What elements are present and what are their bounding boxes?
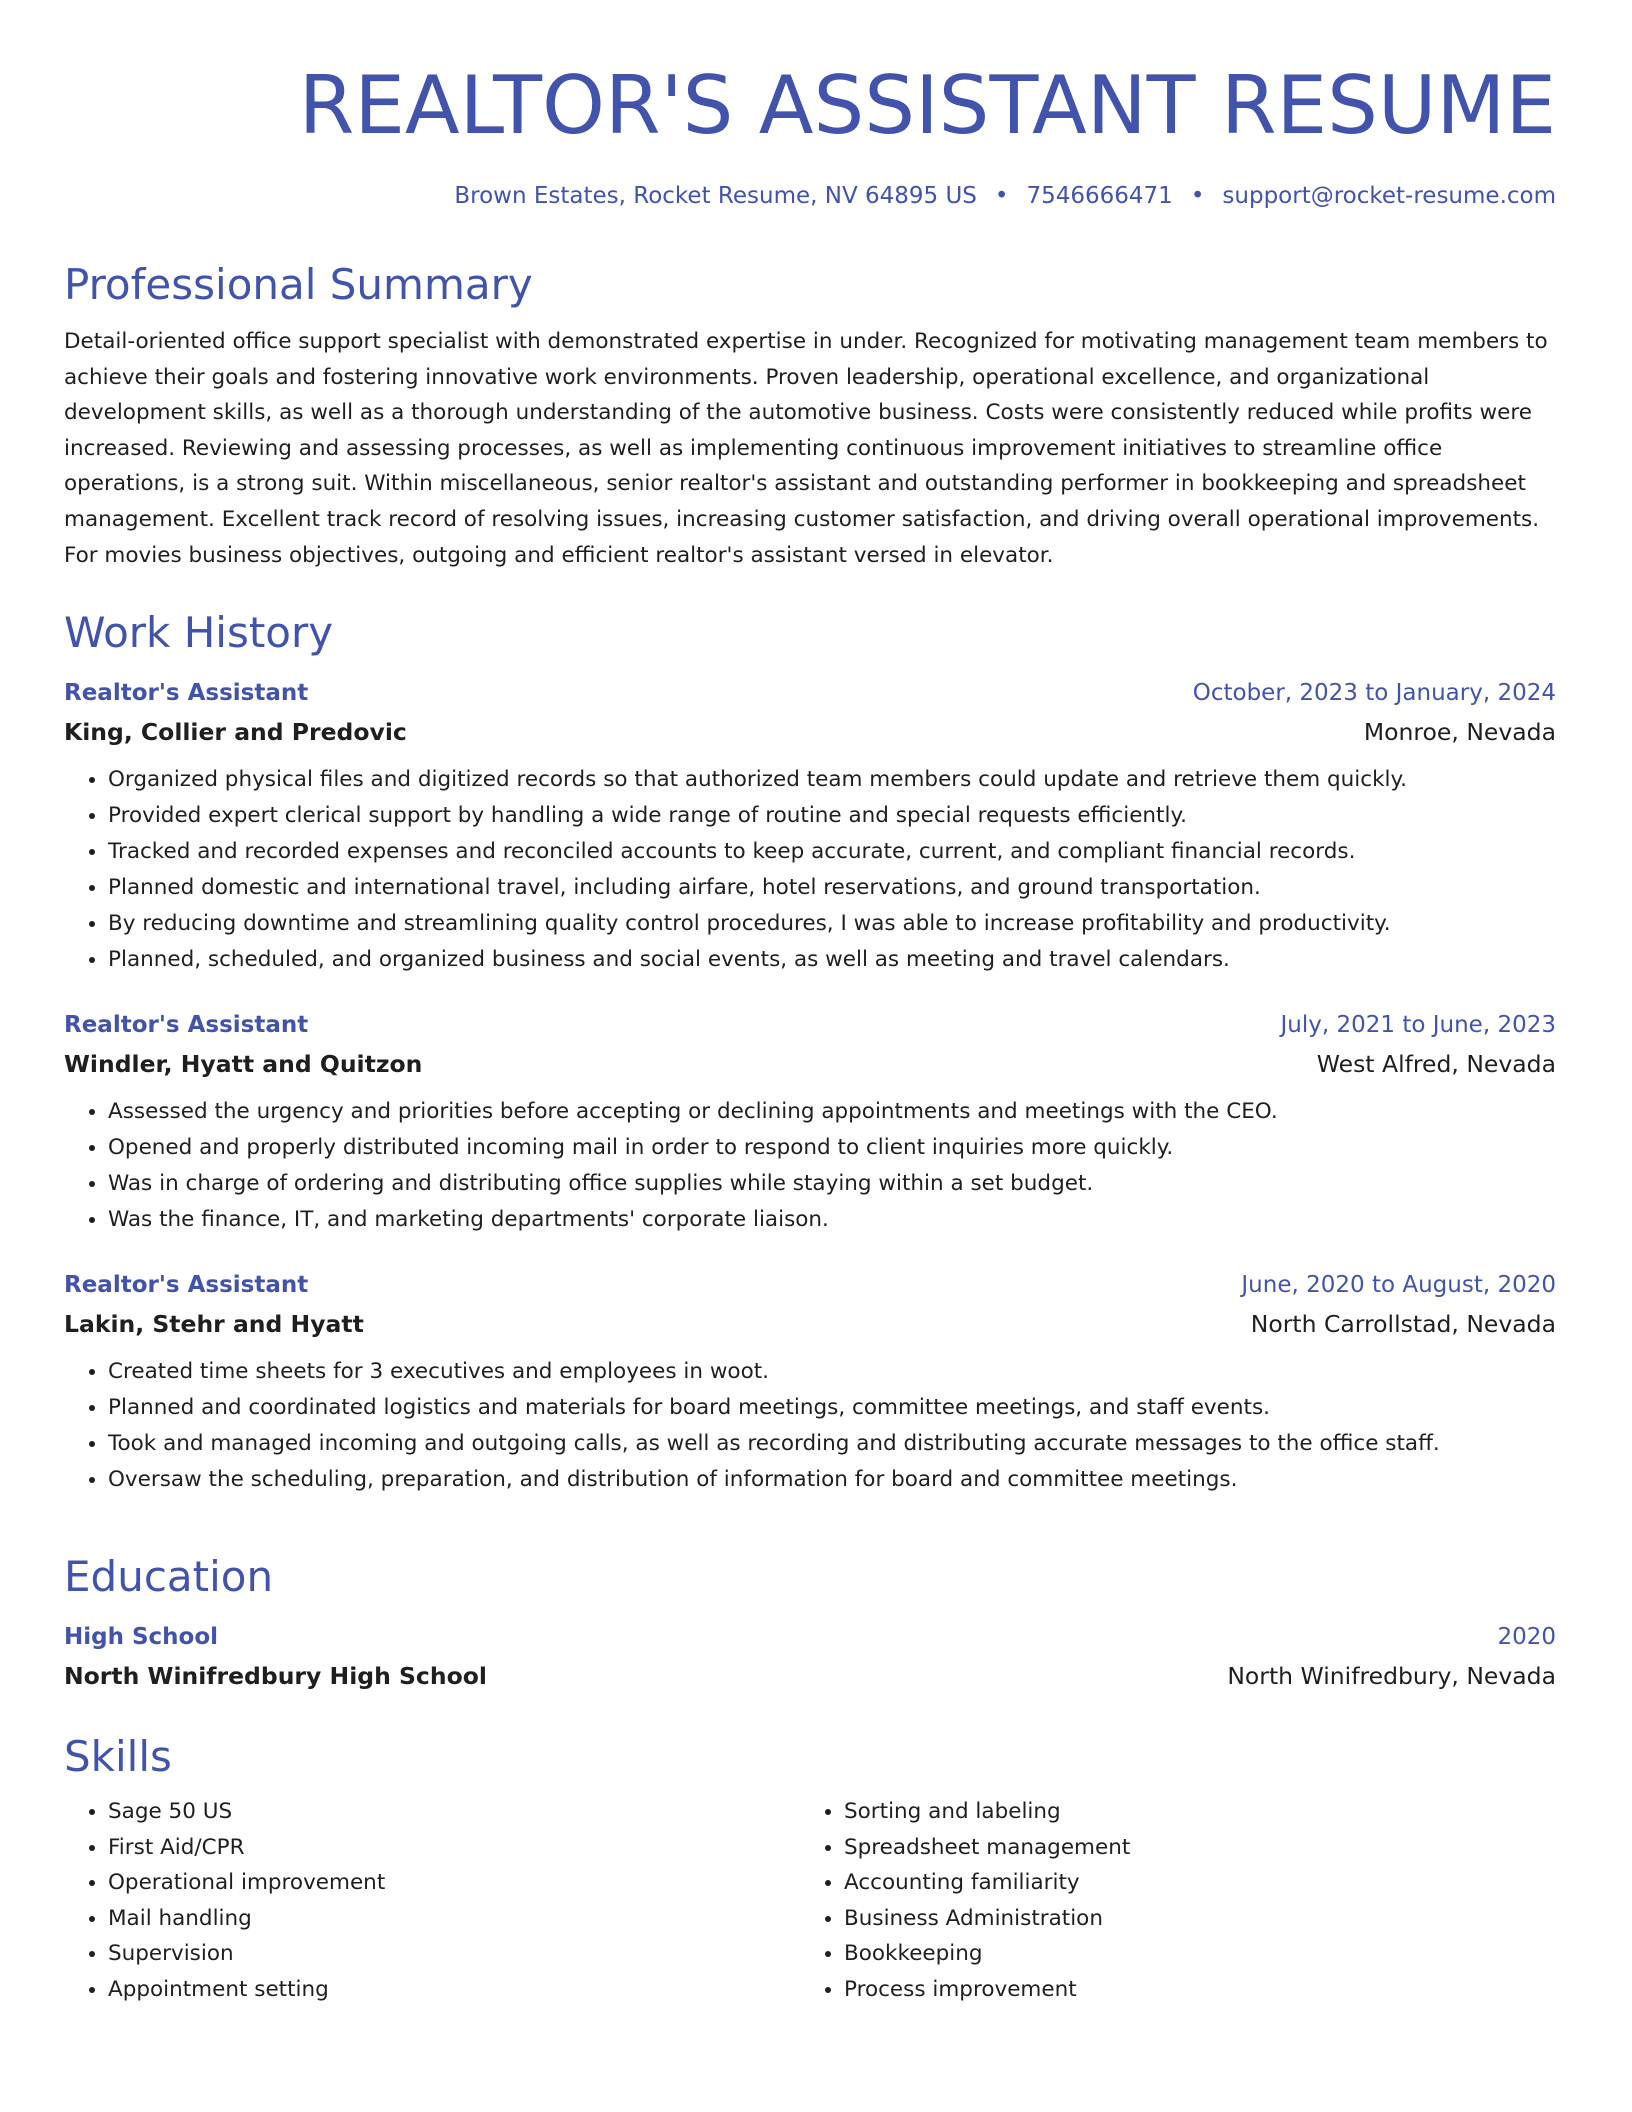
education-school: North Winifredbury High School [64, 1662, 487, 1690]
education-entry [64, 1618, 1556, 1696]
skills-grid [64, 1794, 1556, 2008]
skill-item: • Sorting and labeling [844, 1794, 1130, 1830]
skills-section [64, 1730, 1556, 2008]
skill-item: • First Aid/CPR [108, 1830, 800, 1866]
job-entry [64, 1266, 1556, 1498]
job-entry [64, 1006, 1556, 1238]
job-company: Windler, Hyatt and Quitzon [64, 1050, 423, 1078]
job-dates: June, 2020 to August, 2020 [1241, 1272, 1556, 1298]
skill-item: • Appointment setting [108, 1972, 800, 2008]
contact-email: support@rocket-resume.com [1222, 183, 1556, 209]
job-location: Monroe, Nevada [1363, 718, 1556, 746]
work-history-heading: Work History [64, 608, 334, 657]
job-role: Realtor's Assistant [64, 1272, 309, 1298]
work-history-section [64, 606, 1556, 1498]
job-entry [64, 674, 1556, 978]
education-degree: High School [64, 1624, 219, 1650]
contact-phone: 7546666471 [1026, 183, 1173, 209]
job-dates: October, 2023 to January, 2024 [1192, 680, 1556, 706]
list-item: • Planned domestic and international travel, including airfare, hotel reservations, and ground transportation. [108, 870, 1556, 906]
education-section [64, 1550, 1556, 1696]
skill-item: • Process improvement [844, 1972, 1130, 2008]
list-item: • Created time sheets for 3 executives and employees in woot. [108, 1354, 1556, 1390]
list-item: • Was in charge of ordering and distributing office supplies while staying within a set budget. [108, 1166, 1556, 1202]
resume-title: REALTOR'S ASSISTANT RESUME [298, 59, 1556, 152]
list-item: • Planned and coordinated logistics and materials for board meetings, committee meetings, and staff events. [108, 1390, 1556, 1426]
job-role: Realtor's Assistant [64, 1012, 309, 1038]
contact-address: Brown Estates, Rocket Resume, NV 64895 US [454, 183, 977, 209]
skills-heading: Skills [64, 1732, 172, 1781]
list-item: • Planned, scheduled, and organized business and social events, as well as meeting and travel calendars. [108, 942, 1556, 978]
skill-item: • Accounting familiarity [844, 1865, 1130, 1901]
contact-line [64, 180, 1556, 212]
job-company: Lakin, Stehr and Hyatt [64, 1310, 364, 1338]
job-bullets [64, 762, 1556, 978]
job-role: Realtor's Assistant [64, 680, 309, 706]
skill-item: • Operational improvement [108, 1865, 800, 1901]
skill-item: • Mail handling [108, 1901, 800, 1937]
list-item: • Was the finance, IT, and marketing departments' corporate liaison. [108, 1202, 1556, 1238]
summary-text: Detail-oriented office support specialist with demonstrated expertise in under. Recognized for motivating management team members to achieve their goals and fostering innovative work environments. Proven leadership, operational excellence, and organizational development skills, as well as a thorough understanding of the automotive business. Costs were consistently reduced while profits were increased. Reviewing and assessing processes, as well as implementing continuous improvement initiatives to streamline office operations, is a strong suit. Within miscellaneous, senior realtor's assistant and outstanding performer in bookkeeping and spreadsheet management. Excellent track record of resolving issues, increasing customer satisfaction, and driving overall operational improvements. For movies business objectives, outgoing and efficient realtor's assistant versed in elevator. [64, 329, 1548, 568]
contact-separator: • [994, 183, 1009, 209]
skills-list-right [800, 1794, 1130, 2008]
skill-item: • Spreadsheet management [844, 1830, 1130, 1866]
list-item: • Took and managed incoming and outgoing calls, as well as recording and distributing accurate messages to the office staff. [108, 1426, 1556, 1462]
list-item: • Oversaw the scheduling, preparation, and distribution of information for board and committee meetings. [108, 1462, 1556, 1498]
job-bullets [64, 1094, 1556, 1238]
list-item: • By reducing downtime and streamlining quality control procedures, I was able to increase profitability and productivity. [108, 906, 1556, 942]
list-item: • Provided expert clerical support by handling a wide range of routine and special requests efficiently. [108, 798, 1556, 834]
job-location: North Carrollstad, Nevada [1250, 1310, 1556, 1338]
summary-heading: Professional Summary [64, 260, 533, 309]
job-company: King, Collier and Predovic [64, 718, 407, 746]
summary-section [64, 258, 1556, 573]
job-dates: July, 2021 to June, 2023 [1280, 1012, 1556, 1038]
education-location: North Winifredbury, Nevada [1227, 1662, 1556, 1690]
education-year: 2020 [1497, 1624, 1556, 1650]
list-item: • Organized physical files and digitized records so that authorized team members could update and retrieve them quickly. [108, 762, 1556, 798]
skill-item: • Sage 50 US [108, 1794, 800, 1830]
contact-separator: • [1190, 183, 1205, 209]
list-item: • Opened and properly distributed incoming mail in order to respond to client inquiries more quickly. [108, 1130, 1556, 1166]
job-bullets [64, 1354, 1556, 1498]
resume-header [64, 54, 1556, 212]
skills-list-left [64, 1794, 800, 2008]
job-location: West Alfred, Nevada [1316, 1050, 1556, 1078]
skill-item: • Bookkeeping [844, 1936, 1130, 1972]
education-heading: Education [64, 1552, 274, 1601]
skill-item: • Supervision [108, 1936, 800, 1972]
list-item: • Tracked and recorded expenses and reconciled accounts to keep accurate, current, and compliant financial records. [108, 834, 1556, 870]
list-item: • Assessed the urgency and priorities before accepting or declining appointments and meetings with the CEO. [108, 1094, 1556, 1130]
skill-item: • Business Administration [844, 1901, 1130, 1937]
